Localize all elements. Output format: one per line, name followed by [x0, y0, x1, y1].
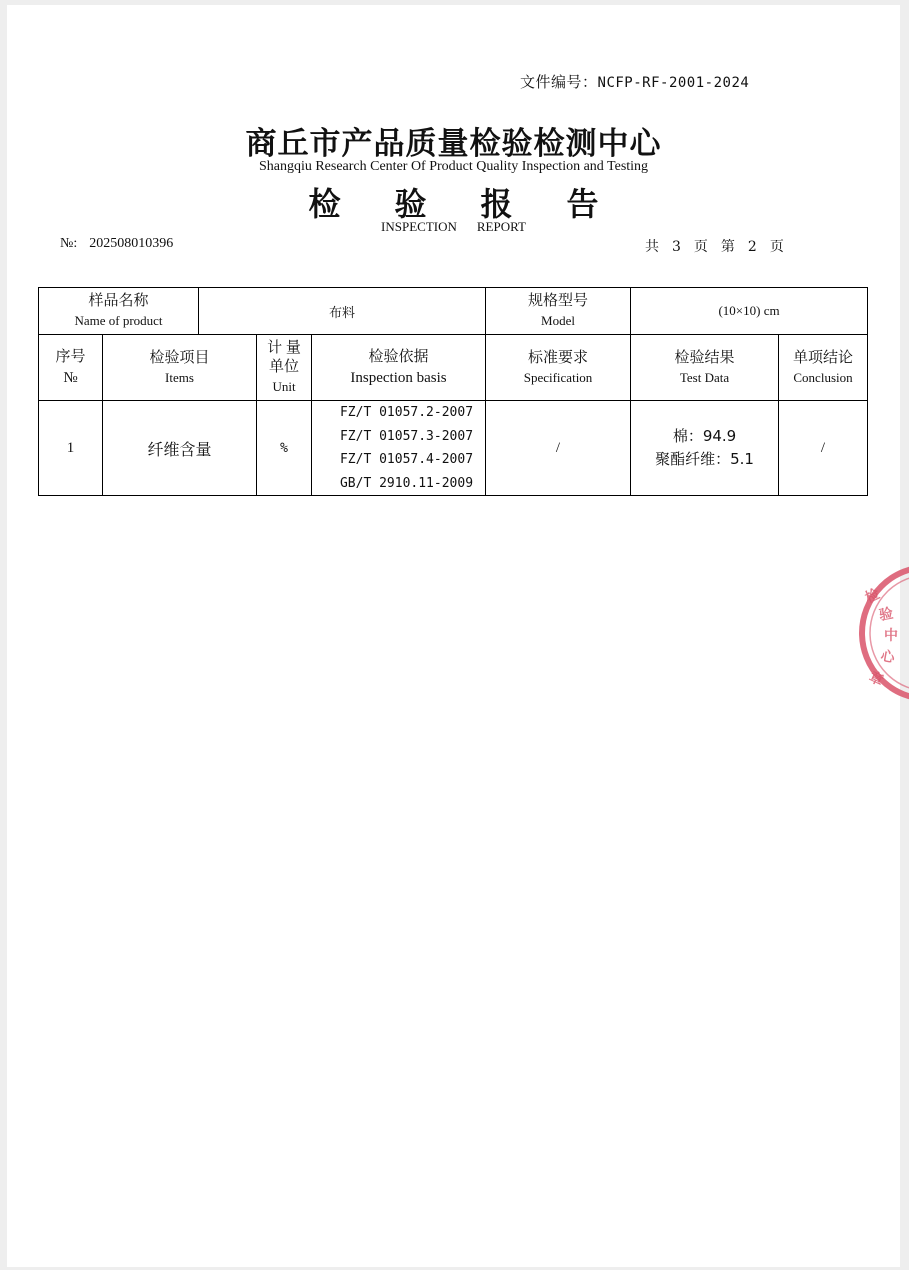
basis-header-cn: 检验依据: [368, 348, 429, 365]
page-indicator-part: 页: [769, 239, 784, 255]
page-total: 3: [672, 239, 681, 255]
unit-header-en: Unit: [272, 378, 296, 394]
page-indicator-part: 页: [693, 239, 708, 255]
unit-header-cn-2: 单位: [268, 358, 299, 375]
seq-header-cn: 序号: [55, 348, 86, 365]
official-seal-stamp: [856, 558, 909, 708]
items-header-cn: 检验项目: [149, 349, 210, 366]
svg-text:章: 章: [866, 669, 886, 690]
product-name-label-en: Name of product: [74, 313, 163, 328]
unit-header-cn-1: 计 量: [267, 339, 301, 356]
row-unit: %: [257, 401, 312, 496]
report-title-en-word: INSPECTION: [381, 219, 457, 234]
conclusion-header-cn: 单项结论: [793, 349, 854, 366]
items-header: [103, 335, 257, 401]
result-header-en: Test Data: [679, 369, 730, 385]
spec-header: [486, 335, 631, 401]
report-title-en-word: REPORT: [476, 219, 526, 234]
page-indicator: [645, 236, 797, 256]
report-title-char: 检: [308, 185, 341, 223]
result-line: 棉：94.9: [672, 427, 737, 445]
row-basis: [312, 401, 486, 496]
row-seq: 1: [39, 401, 103, 496]
row-result: [631, 401, 779, 496]
product-info-row: [39, 288, 868, 335]
document-number-label: 文件编号：: [520, 73, 598, 91]
basis-standard: FZ/T 01057.3-2007: [339, 428, 474, 444]
row-specification: /: [486, 401, 631, 496]
table-row: [39, 401, 868, 496]
row-item: 纤维含量: [103, 401, 257, 496]
model-label-cn: 规格型号: [528, 293, 589, 309]
document-number-value: NCFP-RF-2001-2024: [597, 75, 750, 91]
seq-header: [39, 335, 103, 401]
svg-text:中: 中: [884, 628, 898, 644]
model-value: (10×10) cm: [631, 288, 868, 335]
product-name-value: 布料: [199, 288, 486, 335]
result-header: [631, 335, 779, 401]
page-current: 2: [747, 239, 757, 255]
conclusion-header-en: Conclusion: [793, 369, 853, 385]
basis-header: [312, 335, 486, 401]
report-number-value: 202508010396: [89, 236, 174, 251]
basis-standard: FZ/T 01057.4-2007: [339, 452, 474, 467]
result-header-cn: 检验结果: [674, 349, 735, 366]
report-number: [60, 236, 173, 252]
report-title-en: [7, 219, 900, 235]
product-name-label-cell: [39, 288, 199, 335]
document-number: [520, 71, 749, 92]
svg-text:心: 心: [879, 648, 896, 667]
row-conclusion: /: [779, 401, 868, 496]
column-header-row: [39, 335, 868, 401]
report-number-label: №:: [60, 236, 78, 251]
page-indicator-part: 第: [720, 239, 735, 255]
inspection-table: [38, 287, 868, 496]
model-label-en: Model: [541, 313, 575, 328]
report-title-char: 报: [480, 185, 513, 223]
page-indicator-part: 共: [645, 239, 659, 255]
organization-name-en: Shangqiu Research Center Of Product Quality Inspection and Testing: [258, 159, 649, 174]
model-label-cell: [486, 288, 631, 335]
conclusion-header: [779, 335, 868, 401]
svg-text:检: 检: [862, 586, 883, 607]
spec-header-en: Specification: [523, 369, 593, 385]
svg-text:验: 验: [877, 605, 895, 624]
items-header-en: Items: [165, 369, 194, 385]
result-line: 聚酯纤维：5.1: [655, 450, 754, 468]
report-title-char: 告: [566, 185, 599, 223]
spec-header-cn: 标准要求: [528, 349, 589, 366]
report-page: [7, 5, 900, 1267]
product-name-label-cn: 样品名称: [88, 293, 149, 309]
basis-header-en: Inspection basis: [350, 369, 447, 386]
seq-header-en: №: [63, 369, 78, 386]
report-title-char: 验: [394, 185, 427, 223]
basis-standard: GB/T 2910.11-2009: [339, 475, 474, 491]
unit-header: [257, 335, 312, 401]
organization-name-cn: 商丘市产品质量检验检测中心: [245, 126, 662, 162]
basis-standard: FZ/T 01057.2-2007: [339, 405, 474, 420]
